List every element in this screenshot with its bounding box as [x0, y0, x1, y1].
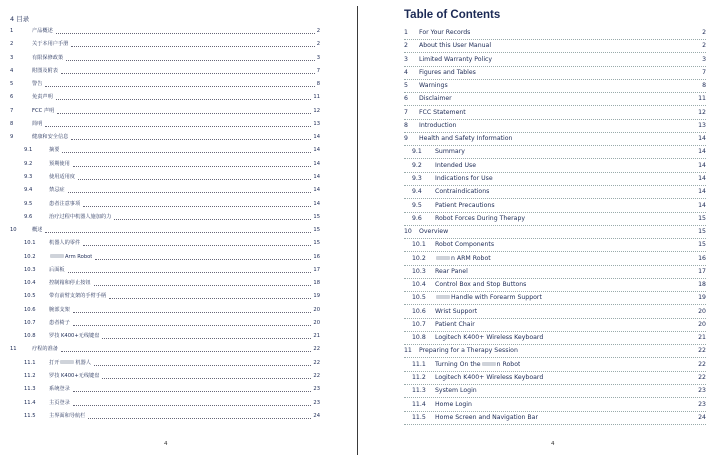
toc-entry-number: 10.2: [24, 253, 36, 260]
toc-entry-number: 1: [404, 29, 408, 36]
toc-leader-dots: [73, 325, 312, 326]
toc-entry[interactable]: [10, 40, 320, 49]
toc-entry-page: 2: [316, 41, 320, 48]
redacted-text: [436, 256, 450, 260]
toc-entry[interactable]: [10, 93, 320, 102]
toc-entry-label: 摘要: [49, 147, 60, 154]
toc-entry-page: 11: [313, 94, 320, 101]
toc-entry-page: 12: [313, 107, 320, 114]
toc-entry[interactable]: [404, 385, 706, 398]
toc-entry[interactable]: [10, 133, 320, 142]
toc-entry[interactable]: [10, 345, 320, 354]
toc-entry-label: 罗技 K400+无线键盘: [49, 333, 100, 340]
toc-entry[interactable]: [404, 160, 706, 173]
toc-entry-label: Control Box and Stop Buttons: [435, 281, 527, 289]
toc-entry-label: 有限保修政策: [32, 54, 64, 61]
toc-entry-page: 22: [313, 373, 320, 380]
toc-entry-page: 17: [313, 266, 320, 273]
toc-entry[interactable]: [404, 54, 706, 67]
toc-entry-number: 6: [404, 95, 408, 103]
toc-entry-page: 12: [698, 108, 706, 116]
toc-entry-label: 罗技 K400+无线键盘: [49, 373, 100, 380]
toc-entry[interactable]: [10, 27, 320, 36]
toc-entry-page: 14: [698, 148, 706, 156]
toc-entry-label: Arm Robot: [49, 253, 92, 262]
toc-entry[interactable]: [404, 226, 706, 239]
toc-entry-number: 6: [10, 94, 14, 101]
toc-entry-label: Robot Components: [435, 241, 495, 249]
toc-entry-page: 16: [698, 254, 706, 262]
toc-entry-number: 10.4: [412, 281, 426, 289]
toc-entry-page: 20: [313, 319, 320, 326]
toc-entry-number: 8: [10, 120, 14, 127]
toc-entry-number: 10.3: [412, 267, 426, 275]
toc-entry-label: Figures and Tables: [419, 68, 476, 76]
toc-leader-dots: [73, 391, 312, 392]
toc-entry-number: 9.1: [24, 147, 33, 154]
toc-entry[interactable]: [404, 345, 706, 358]
toc-entry-page: 11: [698, 95, 706, 103]
toc-entry-page: 14: [313, 147, 320, 154]
toc-leader-dots: [45, 126, 311, 127]
toc-entry-label: 控制箱和停止按钮: [49, 280, 91, 287]
toc-leader-dots: [73, 312, 312, 313]
toc-entry[interactable]: [10, 332, 320, 341]
toc-entry[interactable]: [10, 253, 320, 262]
toc-entry-number: 8: [404, 121, 408, 129]
toc-leader-dots: [73, 405, 312, 406]
toc-entry-number: 9.1: [412, 148, 422, 156]
toc-entry-label: Summary: [435, 148, 465, 156]
redacted-text: [50, 254, 64, 258]
toc-entry[interactable]: [10, 107, 320, 116]
toc-entry-label: Intended Use: [435, 161, 477, 169]
toc-entry[interactable]: [10, 385, 320, 394]
toc-entry-label: For Your Records: [419, 29, 471, 36]
toc-entry-number: 10.6: [412, 307, 426, 315]
toc-entry-page: 15: [698, 228, 706, 236]
toc-entry[interactable]: [404, 146, 706, 159]
toc-entry-page: 16: [313, 253, 320, 260]
toc-entry-label: 主界面和导航栏: [49, 412, 86, 419]
toc-entry-label: Disclaimer: [419, 95, 452, 103]
toc-entry-number: 7: [404, 108, 408, 116]
toc-leader-dots: [61, 73, 315, 74]
toc-leader-dots: [71, 46, 314, 47]
left-page-number: 4: [164, 441, 168, 447]
toc-entry-label: 概述: [32, 227, 43, 234]
toc-entry-page: 20: [313, 306, 320, 313]
toc-entry-page: 14: [313, 173, 320, 180]
toc-entry-number: 9.3: [24, 173, 33, 180]
toc-entry[interactable]: [10, 160, 320, 169]
toc-entry[interactable]: [10, 213, 320, 222]
toc-entry[interactable]: [404, 213, 706, 226]
toc-entry-number: 11.2: [24, 373, 36, 380]
toc-entry[interactable]: [10, 173, 320, 182]
toc-entry-page: 15: [313, 227, 320, 234]
toc-entry-number: 1: [10, 28, 14, 34]
toc-entry-label: Warnings: [419, 82, 448, 90]
toc-entry-page: 15: [698, 214, 706, 222]
toc-entry-page: 14: [698, 188, 706, 196]
toc-entry-number: 10.6: [24, 306, 36, 313]
toc-entry[interactable]: [404, 306, 706, 319]
toc-entry-number: 9.5: [24, 200, 33, 207]
toc-leader-dots: [94, 285, 312, 286]
toc-entry-label: Rear Panel: [435, 267, 468, 275]
toc-leader-dots: [94, 365, 311, 366]
toc-entry-page: 18: [698, 281, 706, 289]
toc-entry-label: Limited Warranty Policy: [419, 55, 493, 63]
toc-entry-page: 7: [316, 67, 320, 74]
toc-entry-number: 10.5: [412, 294, 426, 302]
toc-entry-page: 2: [702, 29, 706, 36]
toc-entry[interactable]: [10, 186, 320, 195]
toc-entry-number: 3: [404, 55, 408, 63]
toc-entry[interactable]: [404, 186, 706, 199]
toc-entry-page: 23: [313, 386, 320, 393]
toc-entry-label: 关于本用户手册: [32, 41, 69, 48]
toc-entry[interactable]: [404, 239, 706, 252]
toc-entry-page: 23: [313, 399, 320, 406]
toc-entry-label: 警告: [32, 81, 43, 88]
toc-entry-label: 主页登录: [49, 399, 70, 406]
toc-entry-page: 14: [698, 135, 706, 143]
toc-entry-page: 22: [313, 346, 320, 353]
toc-entry[interactable]: [10, 80, 320, 89]
toc-entry-number: 10.8: [412, 334, 426, 342]
toc-entry-page: 14: [698, 174, 706, 182]
toc-entry-page: 19: [313, 293, 320, 300]
toc-entry[interactable]: [404, 27, 706, 40]
toc-entry-label: 禁忌症: [49, 187, 65, 194]
toc-leader-dots: [45, 86, 314, 87]
toc-entry-page: 19: [698, 294, 706, 302]
toc-entry[interactable]: [10, 226, 320, 235]
toc-entry[interactable]: [404, 332, 706, 345]
toc-entry[interactable]: [404, 399, 706, 412]
toc-entry-label: FCC Statement: [419, 108, 466, 116]
toc-entry-number: 5: [10, 81, 14, 88]
toc-entry[interactable]: [10, 266, 320, 275]
toc-entry-number: 10.8: [24, 333, 36, 340]
toc-entry[interactable]: [404, 319, 706, 332]
toc-entry[interactable]: [404, 266, 706, 279]
toc-leader-dots: [57, 113, 311, 114]
toc-leader-dots: [66, 60, 315, 61]
toc-entry-page: 17: [698, 267, 706, 275]
toc-entry-number: 10.2: [412, 254, 426, 262]
toc-leader-dots: [88, 418, 311, 419]
toc-entry[interactable]: [404, 67, 706, 80]
toc-entry-page: 20: [698, 307, 706, 315]
toc-entry-label: n ARM Robot: [435, 253, 491, 265]
toc-entry-label: Logitech K400+ Wireless Keyboard: [435, 374, 544, 382]
toc-entry[interactable]: [404, 120, 706, 133]
toc-entry-number: 11.1: [24, 359, 36, 366]
toc-entry-page: 3: [316, 54, 320, 61]
toc-entry-number: 11: [404, 347, 412, 355]
toc-leader-dots: [109, 298, 311, 299]
toc-entry[interactable]: [404, 412, 706, 425]
toc-entry[interactable]: [10, 359, 320, 368]
toc-entry[interactable]: [10, 372, 320, 381]
toc-entry-label: 系统登录: [49, 386, 70, 393]
toc-entry-label: 腕部支架: [49, 306, 70, 313]
toc-entry-label: 带有前臂支架的手臂手柄: [49, 293, 107, 300]
toc-entry-number: 4: [404, 68, 408, 76]
toc-entry-number: 10.4: [24, 280, 36, 287]
toc-entry-page: 24: [313, 412, 320, 419]
toc-entry[interactable]: [404, 80, 706, 93]
toc-entry[interactable]: [404, 279, 706, 292]
toc-entry-page: 15: [698, 241, 706, 249]
toc-entry[interactable]: [10, 120, 320, 129]
toc-leader-dots: [78, 179, 311, 180]
toc-entry-label: Home Screen and Navigation Bar: [435, 413, 539, 421]
toc-entry-label: Health and Safety Information: [419, 135, 513, 143]
redacted-text: [60, 360, 74, 364]
toc-entry-number: 10.7: [24, 319, 36, 326]
toc-entry-label: Home Login: [435, 400, 472, 408]
toc-entry-number: 11.3: [412, 387, 426, 395]
redacted-text: [436, 295, 450, 299]
toc-leader-dots: [102, 378, 311, 379]
toc-entry-page: 20: [698, 320, 706, 328]
toc-entry[interactable]: [10, 306, 320, 315]
toc-entry-label: 健康和安全信息: [32, 134, 69, 141]
toc-entry-page: 14: [698, 201, 706, 209]
toc-entry-page: 14: [313, 134, 320, 141]
toc-entry-label: Handle with Forearm Support: [435, 292, 542, 304]
toc-entry-label: Wrist Support: [435, 307, 478, 315]
toc-entry-label: 免责声明: [32, 94, 53, 101]
toc-entry-page: 24: [698, 413, 706, 421]
toc-entry-label: Logitech K400+ Wireless Keyboard: [435, 334, 544, 342]
toc-entry[interactable]: [10, 399, 320, 408]
toc-entry-number: 10.7: [412, 320, 426, 328]
toc-entry-label: FCC 声明: [32, 107, 55, 114]
toc-entry-label: Introduction: [419, 121, 457, 129]
toc-entry-number: 10.3: [24, 266, 36, 273]
toc-entry-page: 14: [313, 160, 320, 167]
toc-entry[interactable]: [404, 359, 706, 372]
toc-entry-page: 7: [702, 68, 706, 76]
toc-entry[interactable]: [10, 319, 320, 328]
toc-leader-dots: [73, 166, 312, 167]
toc-entry-number: 9.6: [24, 213, 33, 220]
toc-entry-label: 治疗过程中机器人施加的力: [49, 213, 112, 220]
toc-entry-page: 2: [702, 42, 706, 50]
toc-entry-page: 22: [698, 374, 706, 382]
toc-entry[interactable]: [404, 253, 706, 266]
toc-entry-page: 14: [313, 200, 320, 207]
toc-entry-number: 9.4: [412, 188, 422, 196]
toc-entry-page: 23: [698, 400, 706, 408]
toc-entry-number: 11.5: [412, 413, 426, 421]
toc-entry-number: 9.5: [412, 201, 422, 209]
toc-entry[interactable]: [10, 200, 320, 209]
toc-entry-number: 4: [10, 67, 14, 74]
toc-entry[interactable]: [404, 200, 706, 213]
toc-entry[interactable]: [10, 67, 320, 76]
toc-entry[interactable]: [404, 133, 706, 146]
toc-entry-label: System Login: [435, 387, 477, 395]
toc-entry-number: 11.2: [412, 374, 426, 382]
toc-entry-page: 22: [698, 360, 706, 368]
toc-entry-label: 附图及附表: [32, 67, 58, 74]
toc-entry-number: 10: [10, 227, 17, 234]
toc-entry-label: About this User Manual: [419, 42, 492, 50]
toc-entry-page: 15: [313, 240, 320, 247]
toc-leader-dots: [56, 33, 315, 34]
right-page-title: Table of Contents: [404, 9, 501, 21]
toc-entry-page: 22: [698, 347, 706, 355]
toc-entry[interactable]: [404, 292, 706, 305]
toc-entry-number: 5: [404, 82, 408, 90]
toc-entry-number: 11: [10, 346, 17, 353]
toc-entry-label: 简明: [32, 120, 43, 127]
toc-entry-page: 8: [316, 81, 320, 88]
toc-entry-number: 10.1: [24, 240, 36, 247]
toc-entry-page: 14: [698, 161, 706, 169]
toc-entry-page: 14: [313, 187, 320, 194]
toc-leader-dots: [95, 259, 311, 260]
toc-entry-number: 7: [10, 107, 14, 114]
toc-leader-dots: [83, 245, 311, 246]
toc-entry-label: 打开 机器人: [49, 359, 91, 366]
toc-entry[interactable]: [404, 173, 706, 186]
toc-entry-label: 预期使用: [49, 160, 70, 167]
toc-entry-label: 患者注意事项: [49, 200, 81, 207]
toc-entry-number: 2: [404, 42, 408, 50]
toc-entry-page: 18: [313, 280, 320, 287]
toc-leader-dots: [62, 152, 311, 153]
toc-entry-number: 10: [404, 228, 412, 236]
toc-entry-page: 22: [313, 359, 320, 366]
toc-entry-label: Robot Forces During Therapy: [435, 214, 526, 222]
toc-entry-page: 13: [313, 120, 320, 127]
toc-entry-number: 9: [10, 134, 14, 141]
toc-entry-page: 15: [313, 213, 320, 220]
page-divider: [357, 6, 358, 455]
toc-leader-dots: [45, 232, 311, 233]
redacted-text: [482, 362, 496, 366]
toc-entry-label: Overview: [419, 228, 449, 236]
toc-entry-label: Preparing for a Therapy Session: [419, 347, 518, 355]
toc-leader-dots: [56, 99, 312, 100]
toc-entry-label: 患者椅子: [49, 319, 70, 326]
toc-entry[interactable]: [404, 93, 706, 106]
toc-leader-dots: [68, 192, 312, 193]
toc-entry-number: 3: [10, 54, 14, 61]
toc-entry[interactable]: [10, 146, 320, 155]
toc-leader-dots: [68, 272, 312, 273]
toc-entry-number: 11.1: [412, 360, 426, 368]
toc-entry[interactable]: [10, 239, 320, 248]
toc-leader-dots: [102, 338, 311, 339]
toc-entry[interactable]: [10, 292, 320, 301]
toc-entry-label: Contraindications: [435, 188, 490, 196]
toc-entry-page: 2: [316, 28, 320, 34]
toc-entry-page: 21: [313, 333, 320, 340]
toc-entry-label: 疗程的准备: [32, 346, 58, 353]
toc-entry-number: 11.5: [24, 412, 36, 419]
toc-entry-page: 21: [698, 334, 706, 342]
toc-entry-number: 9.2: [24, 160, 33, 167]
toc-entry-label: Patient Precautions: [435, 201, 495, 209]
toc-entry-number: 11.4: [24, 399, 36, 406]
toc-entry-label: 使用适用度: [49, 173, 75, 180]
toc-entry[interactable]: [404, 372, 706, 385]
toc-entry-number: 9.2: [412, 161, 422, 169]
toc-entry-page: 3: [702, 55, 706, 63]
toc-entry[interactable]: [10, 54, 320, 63]
toc-entry-number: 10.5: [24, 293, 36, 300]
toc-entry-page: 13: [698, 121, 706, 129]
toc-entry[interactable]: [10, 412, 320, 421]
left-page-title: 4 目录: [10, 15, 30, 23]
toc-entry-label: Turning On the n Robot: [435, 360, 521, 368]
toc-entry-number: 2: [10, 41, 14, 48]
toc-entry-number: 9.4: [24, 187, 33, 194]
toc-entry[interactable]: [10, 279, 320, 288]
toc-entry-label: 产品概述: [32, 28, 53, 34]
toc-entry[interactable]: [404, 107, 706, 120]
right-page-number: 4: [551, 441, 555, 447]
toc-entry-page: 23: [698, 387, 706, 395]
toc-entry-page: 8: [702, 82, 706, 90]
toc-entry-label: 机器人的零件: [49, 240, 81, 247]
toc-entry-number: 9.3: [412, 174, 422, 182]
toc-entry[interactable]: [404, 40, 706, 53]
toc-entry-number: 9: [404, 135, 408, 143]
toc-leader-dots: [83, 206, 311, 207]
toc-entry-label: Patient Chair: [435, 320, 475, 328]
toc-entry-label: 后面板: [49, 266, 65, 273]
toc-leader-dots: [61, 351, 311, 352]
toc-entry-number: 10.1: [412, 241, 426, 249]
toc-leader-dots: [71, 139, 311, 140]
toc-entry-number: 9.6: [412, 214, 422, 222]
toc-entry-number: 11.3: [24, 386, 36, 393]
toc-leader-dots: [114, 219, 311, 220]
toc-entry-number: 11.4: [412, 400, 426, 408]
toc-entry-label: Indications for Use: [435, 174, 493, 182]
